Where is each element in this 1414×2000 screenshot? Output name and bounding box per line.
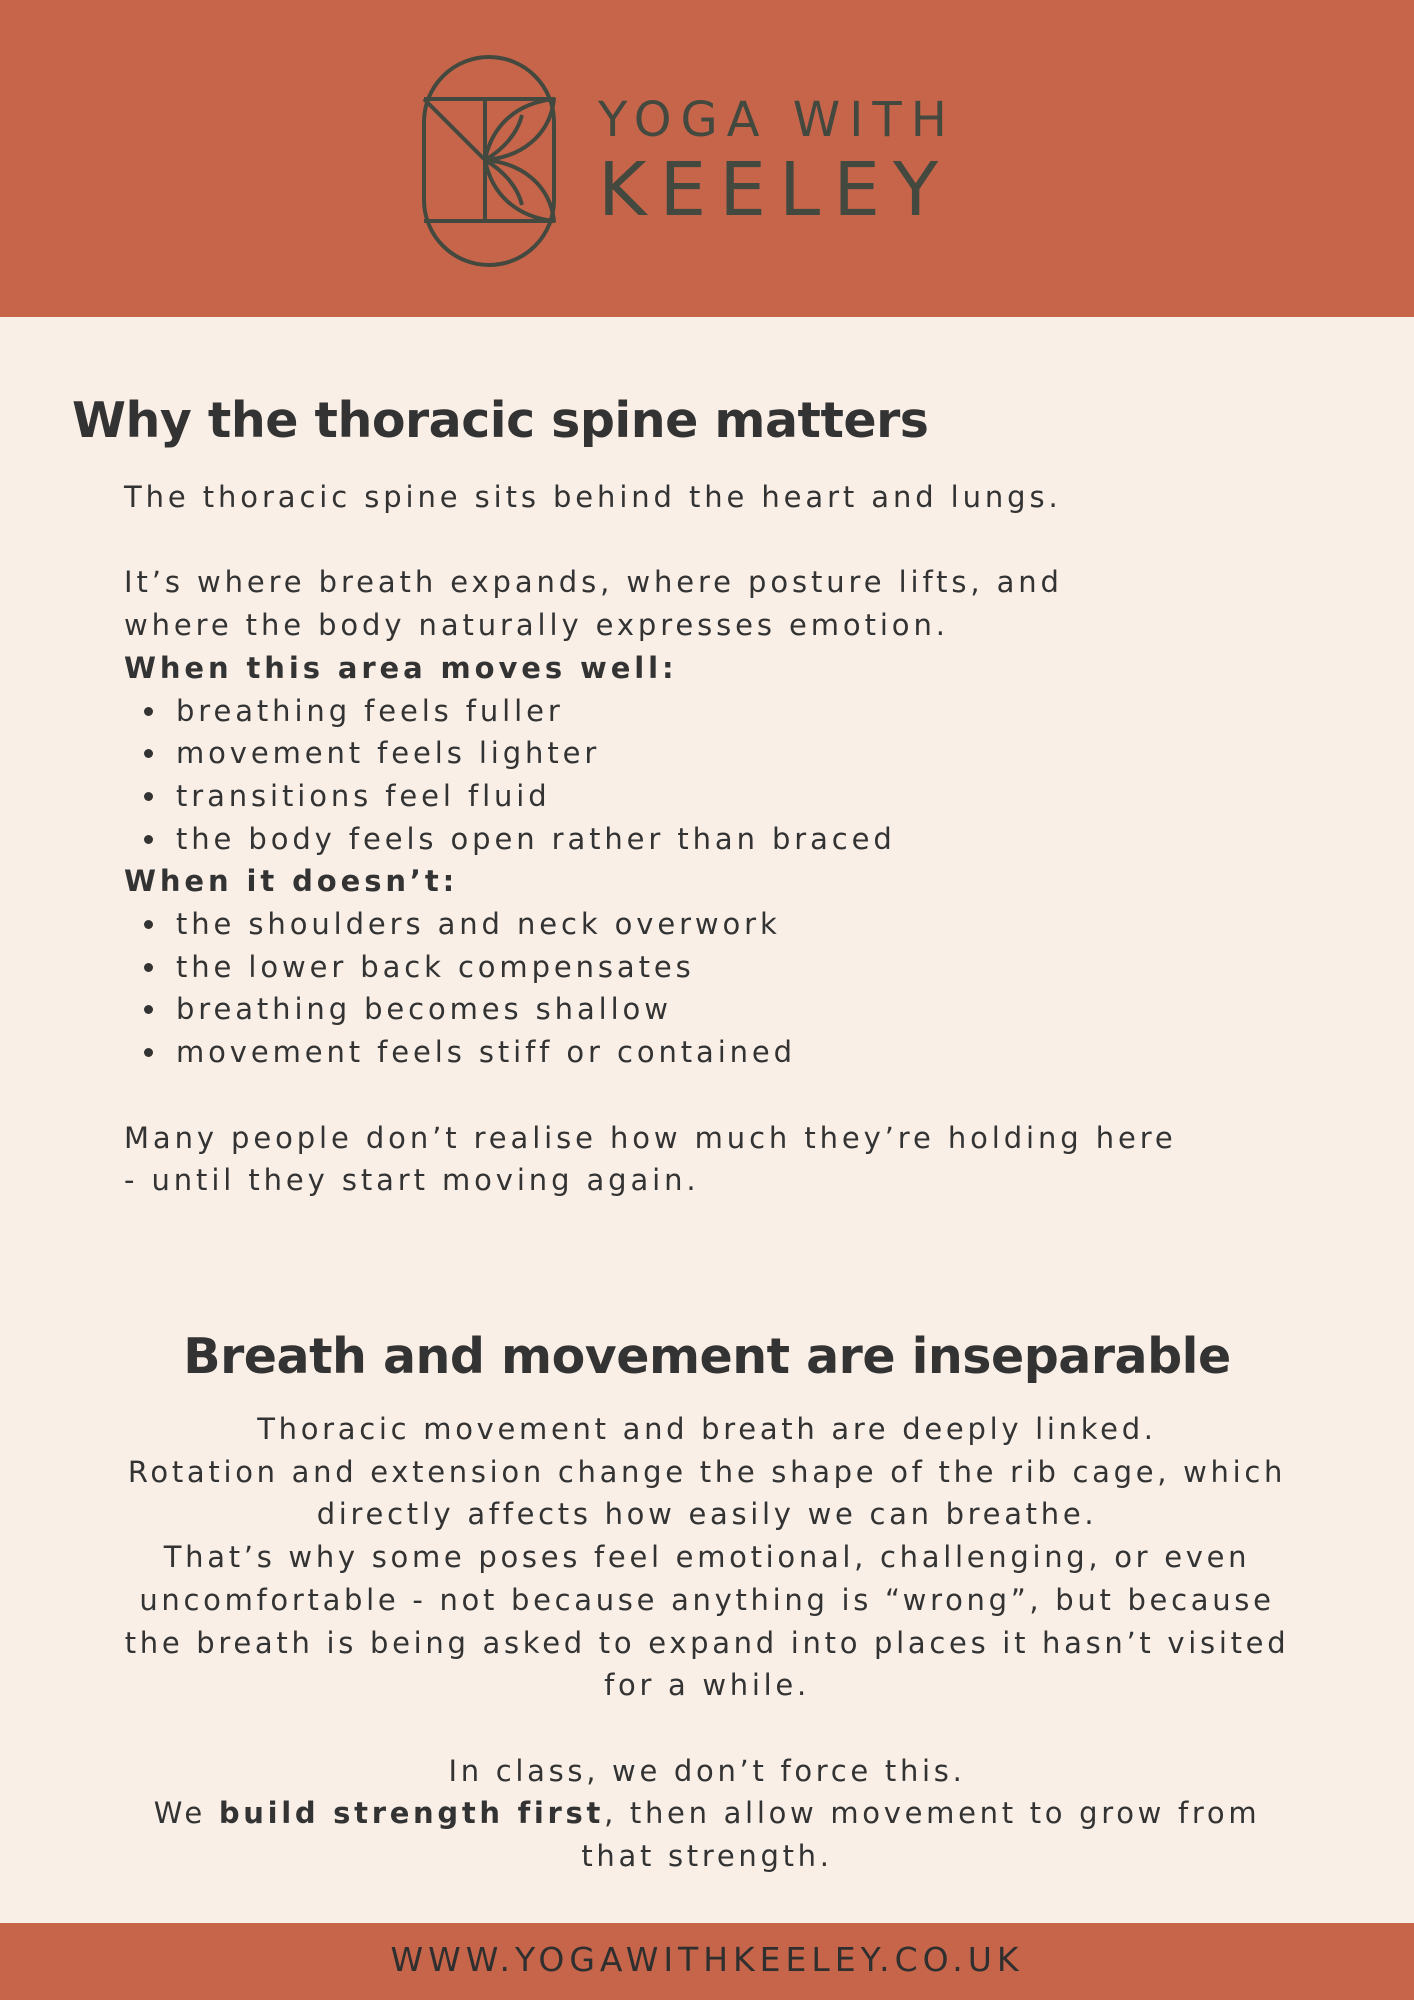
strength-line (40, 1792, 1374, 1835)
website-url[interactable]: WWW.YOGAWITHKEELEY.CO.UK (390, 1940, 1024, 1979)
list-item: movement feels stiff or contained (124, 1031, 1352, 1074)
section2-line: Thoracic movement and breath are deeply linked. (257, 1412, 1157, 1446)
logo-line-yoga-with: YOGA WITH (598, 92, 956, 148)
section1-intro1: The thoracic spine sits behind the heart and lungs. (124, 480, 1062, 514)
section1-closing-line1: Many people don’t realise how much they’re holding here (124, 1120, 1177, 1155)
section-thoracic-spine (72, 386, 1352, 1202)
section2-line: the breath is being asked to expand into places it hasn’t visited (124, 1625, 1290, 1660)
section2-line: That’s why some poses feel emotional, challenging, or even (163, 1540, 1251, 1575)
section2-body (40, 1408, 1374, 1878)
section2-line: Rotation and extension change the shape of the rib cage, which (127, 1454, 1287, 1489)
logo-line-keeley: KEELEY (598, 147, 952, 233)
list-item: breathing becomes shallow (124, 988, 1352, 1031)
strength-pre: We (153, 1796, 219, 1831)
logo-wordmark (598, 92, 956, 232)
moves-well-label: When this area moves well: (124, 650, 678, 685)
section1-intro2-line2: where the body naturally expresses emotion. (124, 608, 949, 643)
section1-heading: Why the thoracic spine matters (72, 392, 929, 449)
section2-line: directly affects how easily we can breathe. (316, 1497, 1098, 1532)
strength-line2: that strength. (581, 1839, 833, 1874)
list-item: transitions feel fluid (124, 775, 1352, 818)
section2-heading: Breath and movement are inseparable (183, 1328, 1231, 1385)
header-banner (0, 0, 1414, 317)
keeley-logo-icon (422, 55, 556, 267)
strength-post: , then allow movement to grow from (604, 1796, 1261, 1831)
class-line: In class, we don’t force this. (448, 1753, 966, 1788)
doesnt-list (124, 903, 1352, 1074)
doesnt-label: When it doesn’t: (124, 864, 459, 899)
list-item: the body feels open rather than braced (124, 818, 1352, 861)
moves-well-list (124, 690, 1352, 861)
footer-banner (0, 1923, 1414, 2000)
list-item: movement feels lighter (124, 732, 1352, 775)
list-item: the shoulders and neck overwork (124, 903, 1352, 946)
section-breath-movement (40, 1322, 1374, 1878)
section1-intro2-line1: It’s where breath expands, where posture lifts, and (124, 565, 1063, 600)
section1-body (124, 476, 1352, 1202)
section2-line: uncomfortable - not because anything is “wrong”, but because (139, 1582, 1275, 1617)
section1-closing-line2: - until they start moving again. (124, 1163, 700, 1198)
strength-bold: build strength first (218, 1796, 605, 1831)
section2-line: for a while. (604, 1668, 810, 1703)
list-item: the lower back compensates (124, 946, 1352, 989)
list-item: breathing feels fuller (124, 690, 1352, 733)
